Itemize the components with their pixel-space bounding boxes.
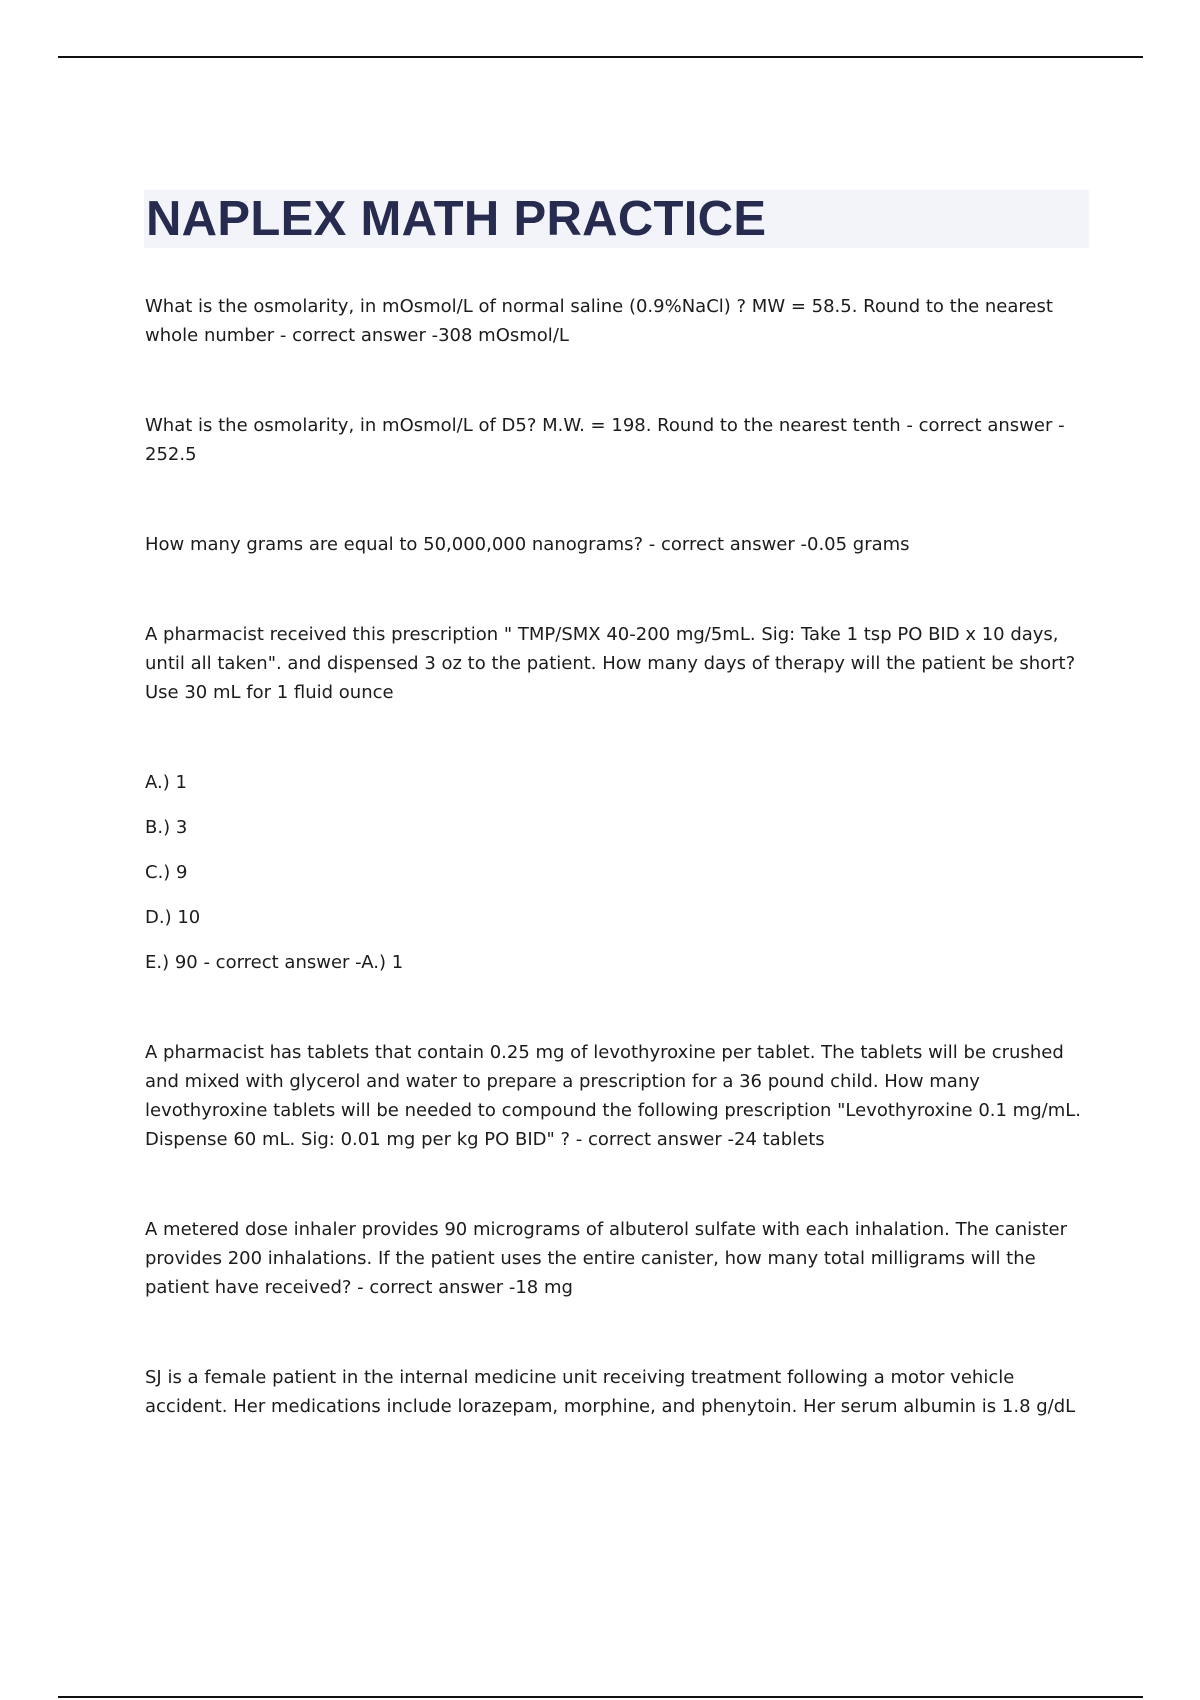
question-2: What is the osmolarity, in mOsmol/L of D5? M.W. = 198. Round to the nearest tenth - correct answer - 252.5	[145, 415, 1065, 465]
page-title: NAPLEX MATH PRACTICE	[146, 192, 767, 246]
question-1: What is the osmolarity, in mOsmol/L of normal saline (0.9%NaCl) ? MW = 58.5. Round to the nearest whole number - correct answer -308 mOsmol/L	[145, 296, 1053, 346]
question-4: A pharmacist received this prescription " TMP/SMX 40-200 mg/5mL. Sig: Take 1 tsp PO BID x 10 days, until all taken". and dispensed 3 oz to the patient. How many days of therapy will the patient be short? Use 30 mL for 1 fluid ounce	[145, 624, 1076, 703]
question-7: SJ is a female patient in the internal medicine unit receiving treatment following a motor vehicle accident. Her medications include lorazepam, morphine, and phenytoin. Her serum albumin is 1.8 g/dL	[145, 1367, 1076, 1417]
option-e-answer: E.) 90 - correct answer -A.) 1	[145, 952, 404, 973]
option-b: B.) 3	[145, 817, 188, 838]
top-rule	[58, 56, 1143, 58]
bottom-rule	[58, 1696, 1143, 1698]
question-6: A metered dose inhaler provides 90 micrograms of albuterol sulfate with each inhalation. The canister provides 200 inhalations. If the patient uses the entire canister, how many total milligrams will the patient have received? - correct answer -18 mg	[145, 1219, 1068, 1298]
document-body	[145, 292, 1095, 1421]
option-a: A.) 1	[145, 772, 187, 793]
question-3: How many grams are equal to 50,000,000 nanograms? - correct answer -0.05 grams	[145, 534, 910, 555]
option-d: D.) 10	[145, 907, 201, 928]
option-c: C.) 9	[145, 862, 188, 883]
question-5: A pharmacist has tablets that contain 0.25 mg of levothyroxine per tablet. The tablets will be crushed and mixed with glycerol and water to prepare a prescription for a 36 pound child. How many levothyroxine tablets will be needed to compound the following prescription "Levothyroxine 0.1 mg/mL. Dispense 60 mL. Sig: 0.01 mg per kg PO BID" ? - correct answer -24 tablets	[145, 1042, 1081, 1150]
